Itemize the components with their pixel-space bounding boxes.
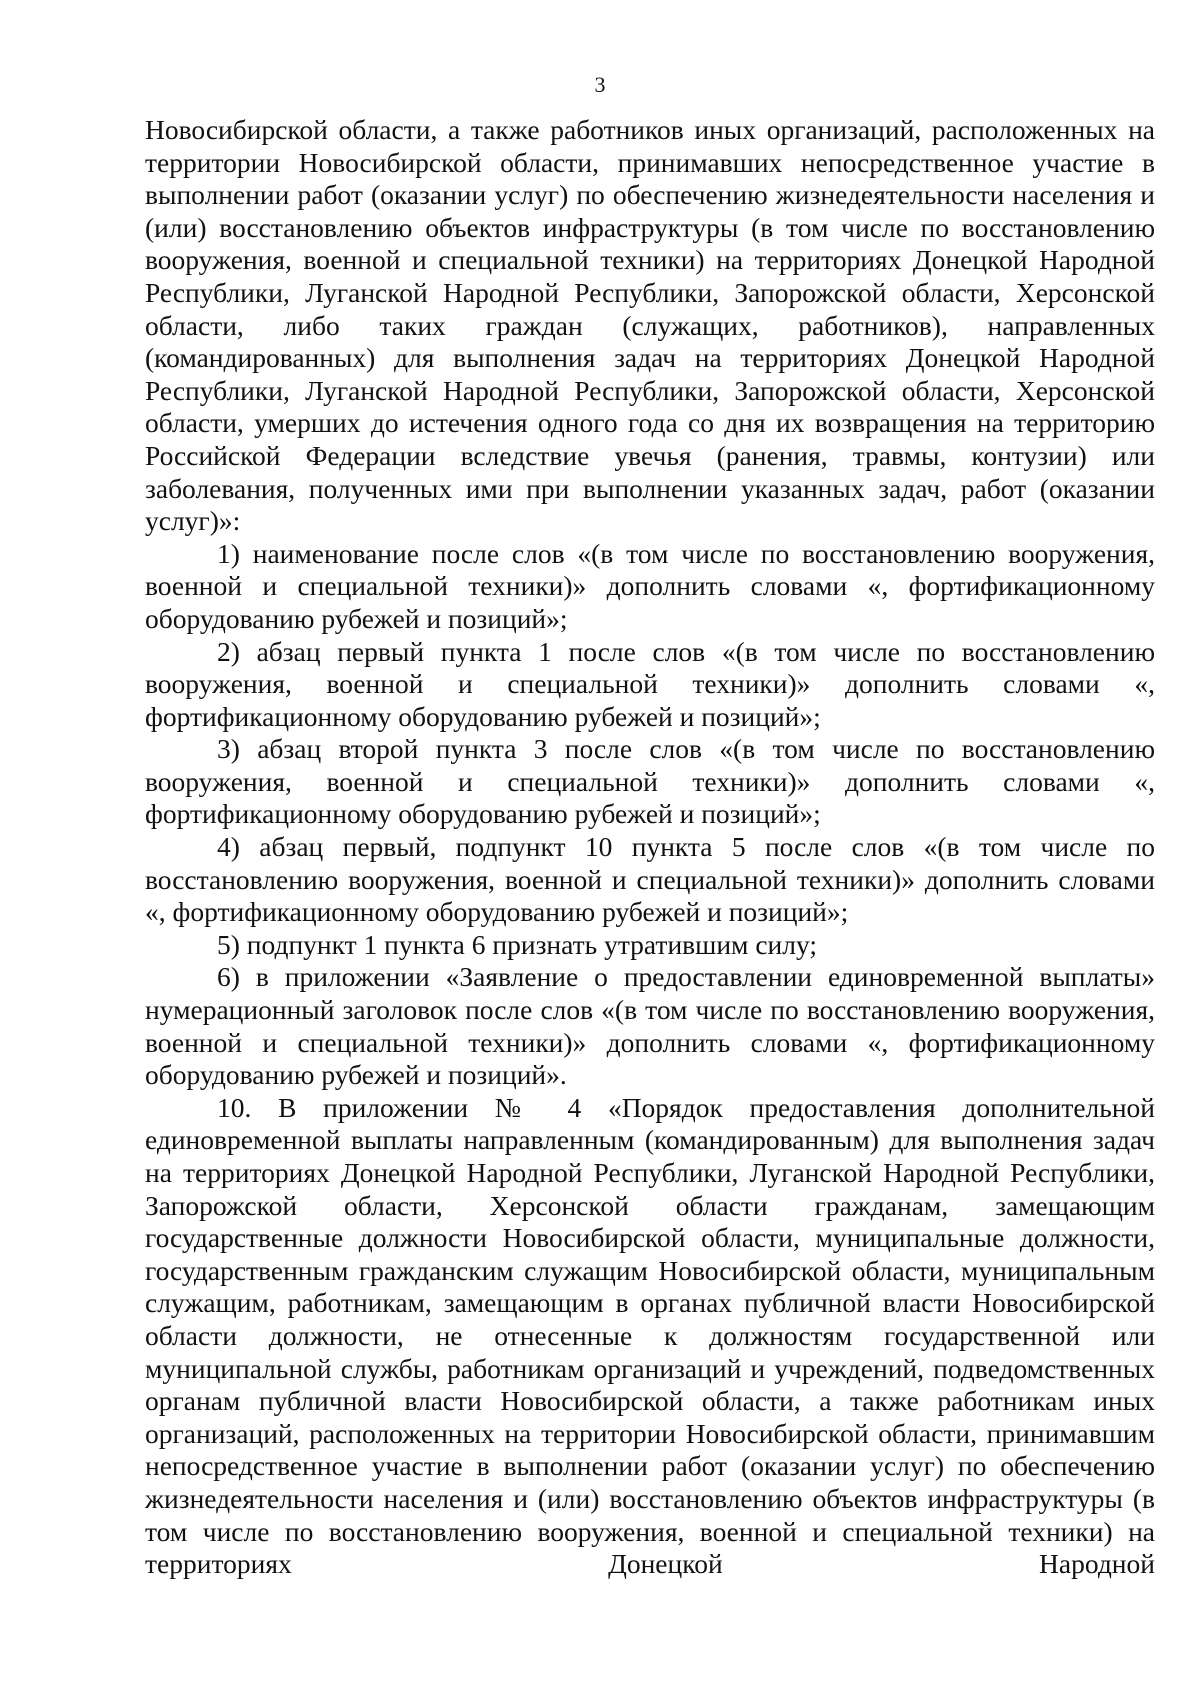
page-number: 3 (594, 72, 606, 97)
paragraph-item-4: 4) абзац первый, подпункт 10 пункта 5 после слов «(в том числе по восстановлению вооружения, военной и специальной техники)» дополнить словами «, фортификационному оборудованию рубежей и позиций»; (145, 831, 1155, 928)
paragraph-item-6: 6) в приложении «Заявление о предоставлении единовременной выплаты» нумерационный заголовок после слов «(в том числе по восстановлению вооружения, военной и специальной техники)» дополнить словами «, фортификационному оборудованию рубежей и позиций». (145, 961, 1155, 1091)
document-body (145, 114, 1155, 1581)
paragraph-item-1: 1) наименование после слов «(в том числе по восстановлению вооружения, военной и специальной техники)» дополнить словами «, фортификационному оборудованию рубежей и позиций»; (145, 537, 1155, 634)
paragraph-item-3: 3) абзац второй пункта 3 после слов «(в том числе по восстановлению вооружения, военной и специальной техники)» дополнить словами «, фортификационному оборудованию рубежей и позиций»; (145, 733, 1155, 830)
paragraph-continuation: Новосибирской области, а также работников иных организаций, расположенных на территории Новосибирской области, принимавших непосредственное участие в выполнении работ (оказании услуг) по обеспечению жизнедеятельности населения и (или) восстановлению объектов инфраструктуры (в том числе по восстановлению вооружения, военной и специальной техники) на территориях Донецкой Народной Республики, Луганской Народной Республики, Запорожской области, Херсонской области, либо таких граждан (служащих, работников), направленных (командированных) для выполнения задач на территориях Донецкой Народной Республики, Луганской Народной Республики, Запорожской области, Херсонской области, умерших до истечения одного года со дня их возвращения на территорию Российской Федерации вследствие увечья (ранения, травмы, контузии) или заболевания, полученных ими при выполнении указанных задач, работ (оказании услуг)»: (145, 114, 1155, 537)
paragraph-item-2: 2) абзац первый пункта 1 после слов «(в том числе по восстановлению вооружения, военной и специальной техники)» дополнить словами «, фортификационному оборудованию рубежей и позиций»; (145, 635, 1155, 732)
paragraph-item-5: 5) подпункт 1 пункта 6 признать утратившим силу; (217, 928, 817, 960)
paragraph-section-10: 10. В приложении № 4 «Порядок предоставления дополнительной единовременной выплаты направленным (командированным) для выполнения задач на территориях Донецкой Народной Республики, Луганской Народной Республики, Запорожской области, Херсонской области гражданам, замещающим государственные должности Новосибирской области, муниципальные должности, государственным гражданским служащим Новосибирской области, муниципальным служащим, работникам, замещающим в органах публичной власти Новосибирской области должности, не отнесенные к должностям государственной или муниципальной службы, работникам организаций и учреждений, подведомственных органам публичной власти Новосибирской области, а также работникам иных организаций, расположенных на территории Новосибирской области, принимавшим непосредственное участие в выполнении работ (оказании услуг) по обеспечению жизнедеятельности населения и (или) восстановлению объектов инфраструктуры (в том числе по восстановлению вооружения, военной и специальной техники) на территориях Донецкой Народной (145, 1091, 1155, 1580)
